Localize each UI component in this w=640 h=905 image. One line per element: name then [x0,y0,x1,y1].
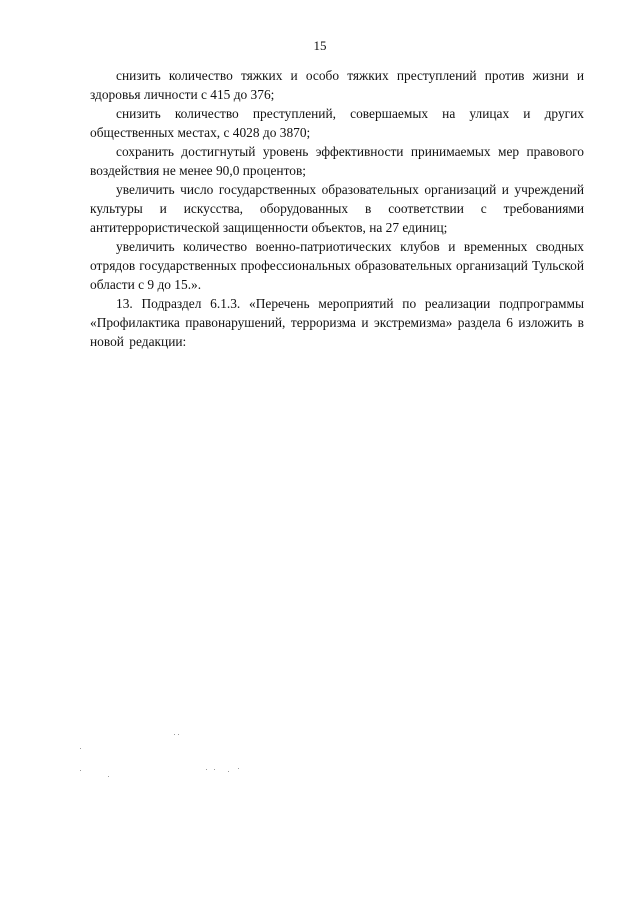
scan-artifact [214,769,215,770]
scan-artifact [178,734,179,735]
page-number: 15 [313,38,327,53]
paragraph-legal-efficiency: сохранить достигнутый уровень эффективности принимаемых мер правового воздействия не менее 90,0 процентов; [90,144,584,178]
scan-artifact [206,769,207,770]
paragraph-street-crimes: снизить количество преступлений, совершаемых на улицах и других общественных местах, с 4028 до 3870; [90,106,584,140]
scan-artifact [80,770,81,771]
scan-artifact [174,734,175,735]
paragraph-serious-crimes: снизить количество тяжких и особо тяжких преступлений против жизни и здоровья личности с 415 до 376; [90,68,584,102]
scan-artifact [108,776,109,777]
paragraph-antiterror-protection: увеличить число государственных образовательных организаций и учреждений культуры и искусства, оборудованных в соответствии с требованиями антитеррористической защищенности объектов, на 27 единиц; [90,182,584,235]
scan-artifact [80,748,81,749]
paragraph-section-13: 13. Подраздел 6.1.3. «Перечень мероприятий по реализации подпрограммы «Профилактика правонарушений, терроризма и экстремизма» раздела 6 изложить в новой редакции: [90,296,584,349]
document-body [90,66,584,351]
paragraph-patriotic-clubs: увеличить количество военно-патриотических клубов и временных сводных отрядов государственных профессиональных образовательных организаций Тульской области с 9 до 15.». [90,239,584,292]
scan-artifact [238,768,239,769]
scan-artifact [228,771,229,772]
